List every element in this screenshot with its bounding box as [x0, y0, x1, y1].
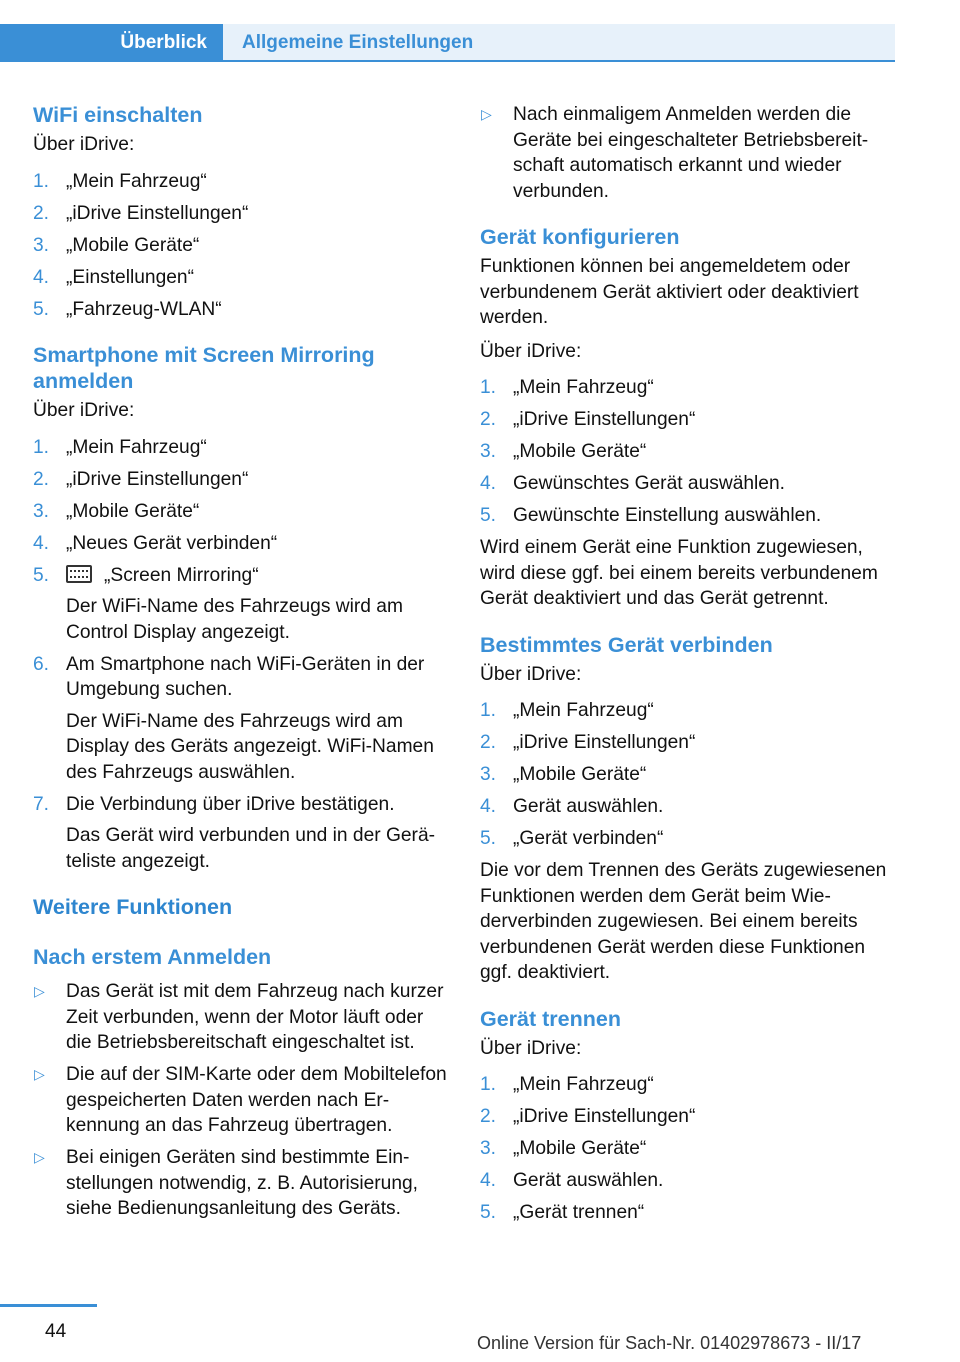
footer-divider — [0, 1304, 97, 1307]
heading-nach-erstem-anmelden: Nach erstem Anmelden — [33, 945, 272, 969]
list-item: 5. Gewünschte Einstellung auswählen. — [480, 505, 822, 526]
list-item: 3. „Mobile Geräte“ — [33, 500, 200, 522]
list-item: 3. „Mobile Geräte“ — [480, 764, 647, 785]
footer-online-version: Online Version für Sach-Nr. 01402978673 - II/17 — [477, 1333, 862, 1353]
list-item: 1. „Mein Fahrzeug“ — [480, 1074, 654, 1095]
tab-ueberblick[interactable]: Überblick — [0, 24, 223, 62]
step-list-mirroring — [33, 435, 453, 875]
list-item: 5. „Gerät verbinden“ — [480, 828, 664, 849]
step-list-trennen — [480, 1072, 900, 1226]
list-item: 5. „Fahrzeug-WLAN“ — [33, 298, 222, 320]
triangle-bullet-icon: ▷ — [34, 1066, 45, 1082]
screen-mirroring-icon — [66, 565, 92, 583]
list-item: 1. „Mein Fahrzeug“ — [480, 700, 654, 721]
heading-bestimmtes-geraet-verbinden: Bestimmtes Gerät verbinden — [480, 632, 773, 657]
heading-screen-mirroring: Smartphone mit Screen Mirroring anmelden — [33, 343, 375, 393]
list-item: ▷ Das Gerät ist mit dem Fahrzeug nach kurzer Zeit verbunden, wenn der Motor läuft oder die Betriebsbereitschaft eingeschaltet ist. — [34, 981, 444, 1053]
page-number: 44 — [45, 1321, 67, 1342]
list-item: ▷ Die auf der SIM-Karte oder dem Mobiltelefon gespeicherten Daten werden nach Erkennung an das Fahrzeug übertragen. — [34, 1064, 447, 1136]
list-item: 4. Gewünschtes Gerät auswählen. — [480, 473, 785, 494]
right-column — [480, 102, 900, 1232]
bullet-list-continued — [480, 102, 900, 204]
step-list-konfigurieren — [480, 375, 900, 529]
list-item: 5. „Screen Mirroring“ Der WiFi-Name des Fahrzeugs wird am Control Display angezeigt. — [33, 563, 453, 646]
list-item: 1. „Mein Fahrzeug“ — [33, 170, 207, 192]
list-item: 2. „iDrive Einstellungen“ — [480, 409, 696, 430]
list-item: ▷ Bei einigen Geräten sind bestimmte Einstellungen notwendig, z. B. Autorisierung, siehe Bedienungsanleitung des Geräts. — [34, 1147, 418, 1219]
heading-wifi: WiFi einschalten — [33, 103, 203, 127]
triangle-bullet-icon: ▷ — [481, 106, 492, 122]
intro-text: Über iDrive: — [480, 340, 582, 362]
tab-allgemeine-einstellungen[interactable]: Allgemeine Einstellungen — [223, 24, 895, 62]
left-column — [33, 102, 453, 1228]
triangle-bullet-icon: ▷ — [34, 983, 45, 999]
header-tabbar — [0, 24, 895, 62]
list-item: 2. „iDrive Einstellungen“ — [33, 202, 249, 224]
intro-text: Über iDrive: — [33, 400, 135, 421]
heading-weitere-funktionen: Weitere Funktionen — [33, 895, 233, 919]
list-item: 3. „Mobile Geräte“ — [33, 234, 200, 256]
heading-geraet-trennen: Gerät trennen — [480, 1006, 621, 1031]
paragraph: Funktionen können bei angemeldetem oder verbundenem Gerät aktiviert oder deaktiviert werden. — [480, 256, 859, 328]
triangle-bullet-icon: ▷ — [34, 1149, 45, 1165]
list-item: 3. „Mobile Geräte“ — [480, 1138, 647, 1159]
intro-text: Über iDrive: — [33, 134, 135, 155]
step-list-bestimmtes — [480, 698, 900, 852]
step-note: Der WiFi-Name des Fahrzeugs wird am Control Display angezeigt. — [66, 596, 403, 643]
header-divider — [0, 60, 895, 62]
step-note: Das Gerät wird verbunden und in der Geräteliste angezeigt. — [66, 825, 436, 872]
list-item: 2. „iDrive Einstellungen“ — [33, 468, 249, 490]
paragraph: Die vor dem Trennen des Geräts zugewiesenen Funktionen werden dem Gerät beim Wiederverbinden zugewiesen. Bei einem bereits verbundenen Gerät werden diese Funktionen ggf. deaktiviert. — [480, 860, 887, 983]
step-note: Der WiFi-Name des Fahrzeugs wird am Display des Geräts angezeigt. WiFi-Namen des Fahrzeugs auswählen. — [66, 710, 434, 783]
list-item: 5. „Gerät trennen“ — [480, 1202, 645, 1223]
intro-text: Über iDrive: — [480, 1037, 582, 1059]
list-item: 7. Die Verbindung über iDrive bestätigen. Das Gerät wird verbunden und in der Geräteliste angezeigt. — [33, 792, 453, 875]
list-item: 6. Am Smartphone nach WiFi-Geräten in der Umgebung suchen. Der WiFi-Name des Fahrzeugs wird am Display des Geräts angezeigt. WiFi-Namen des Fahrzeugs auswählen. — [33, 652, 453, 786]
bullet-list-nach-erstem — [33, 979, 453, 1222]
list-item: 1. „Mein Fahrzeug“ — [480, 377, 654, 398]
list-item: 4. „Einstellungen“ — [33, 266, 194, 288]
heading-geraet-konfigurieren: Gerät konfigurieren — [480, 225, 680, 249]
list-item: 4. Gerät auswählen. — [480, 1170, 664, 1191]
list-item: 4. „Neues Gerät verbinden“ — [33, 532, 278, 554]
list-item: 3. „Mobile Geräte“ — [480, 441, 647, 462]
list-item: ▷ Nach einmaligem Anmelden werden die Geräte bei eingeschalteter Betriebsbereitschaft automatisch erkannt und wieder verbunden. — [481, 104, 869, 202]
list-item: 2. „iDrive Einstellungen“ — [480, 732, 696, 753]
list-item: 2. „iDrive Einstellungen“ — [480, 1106, 696, 1127]
paragraph: Wird einem Gerät eine Funktion zugewiesen, wird diese ggf. bei einem bereits verbundenem Gerät deaktiviert und das Gerät getrennt. — [480, 537, 878, 609]
step-list-wifi — [33, 169, 453, 323]
list-item: 4. Gerät auswählen. — [480, 796, 664, 817]
list-item: 1. „Mein Fahrzeug“ — [33, 436, 207, 458]
intro-text: Über iDrive: — [480, 663, 582, 685]
